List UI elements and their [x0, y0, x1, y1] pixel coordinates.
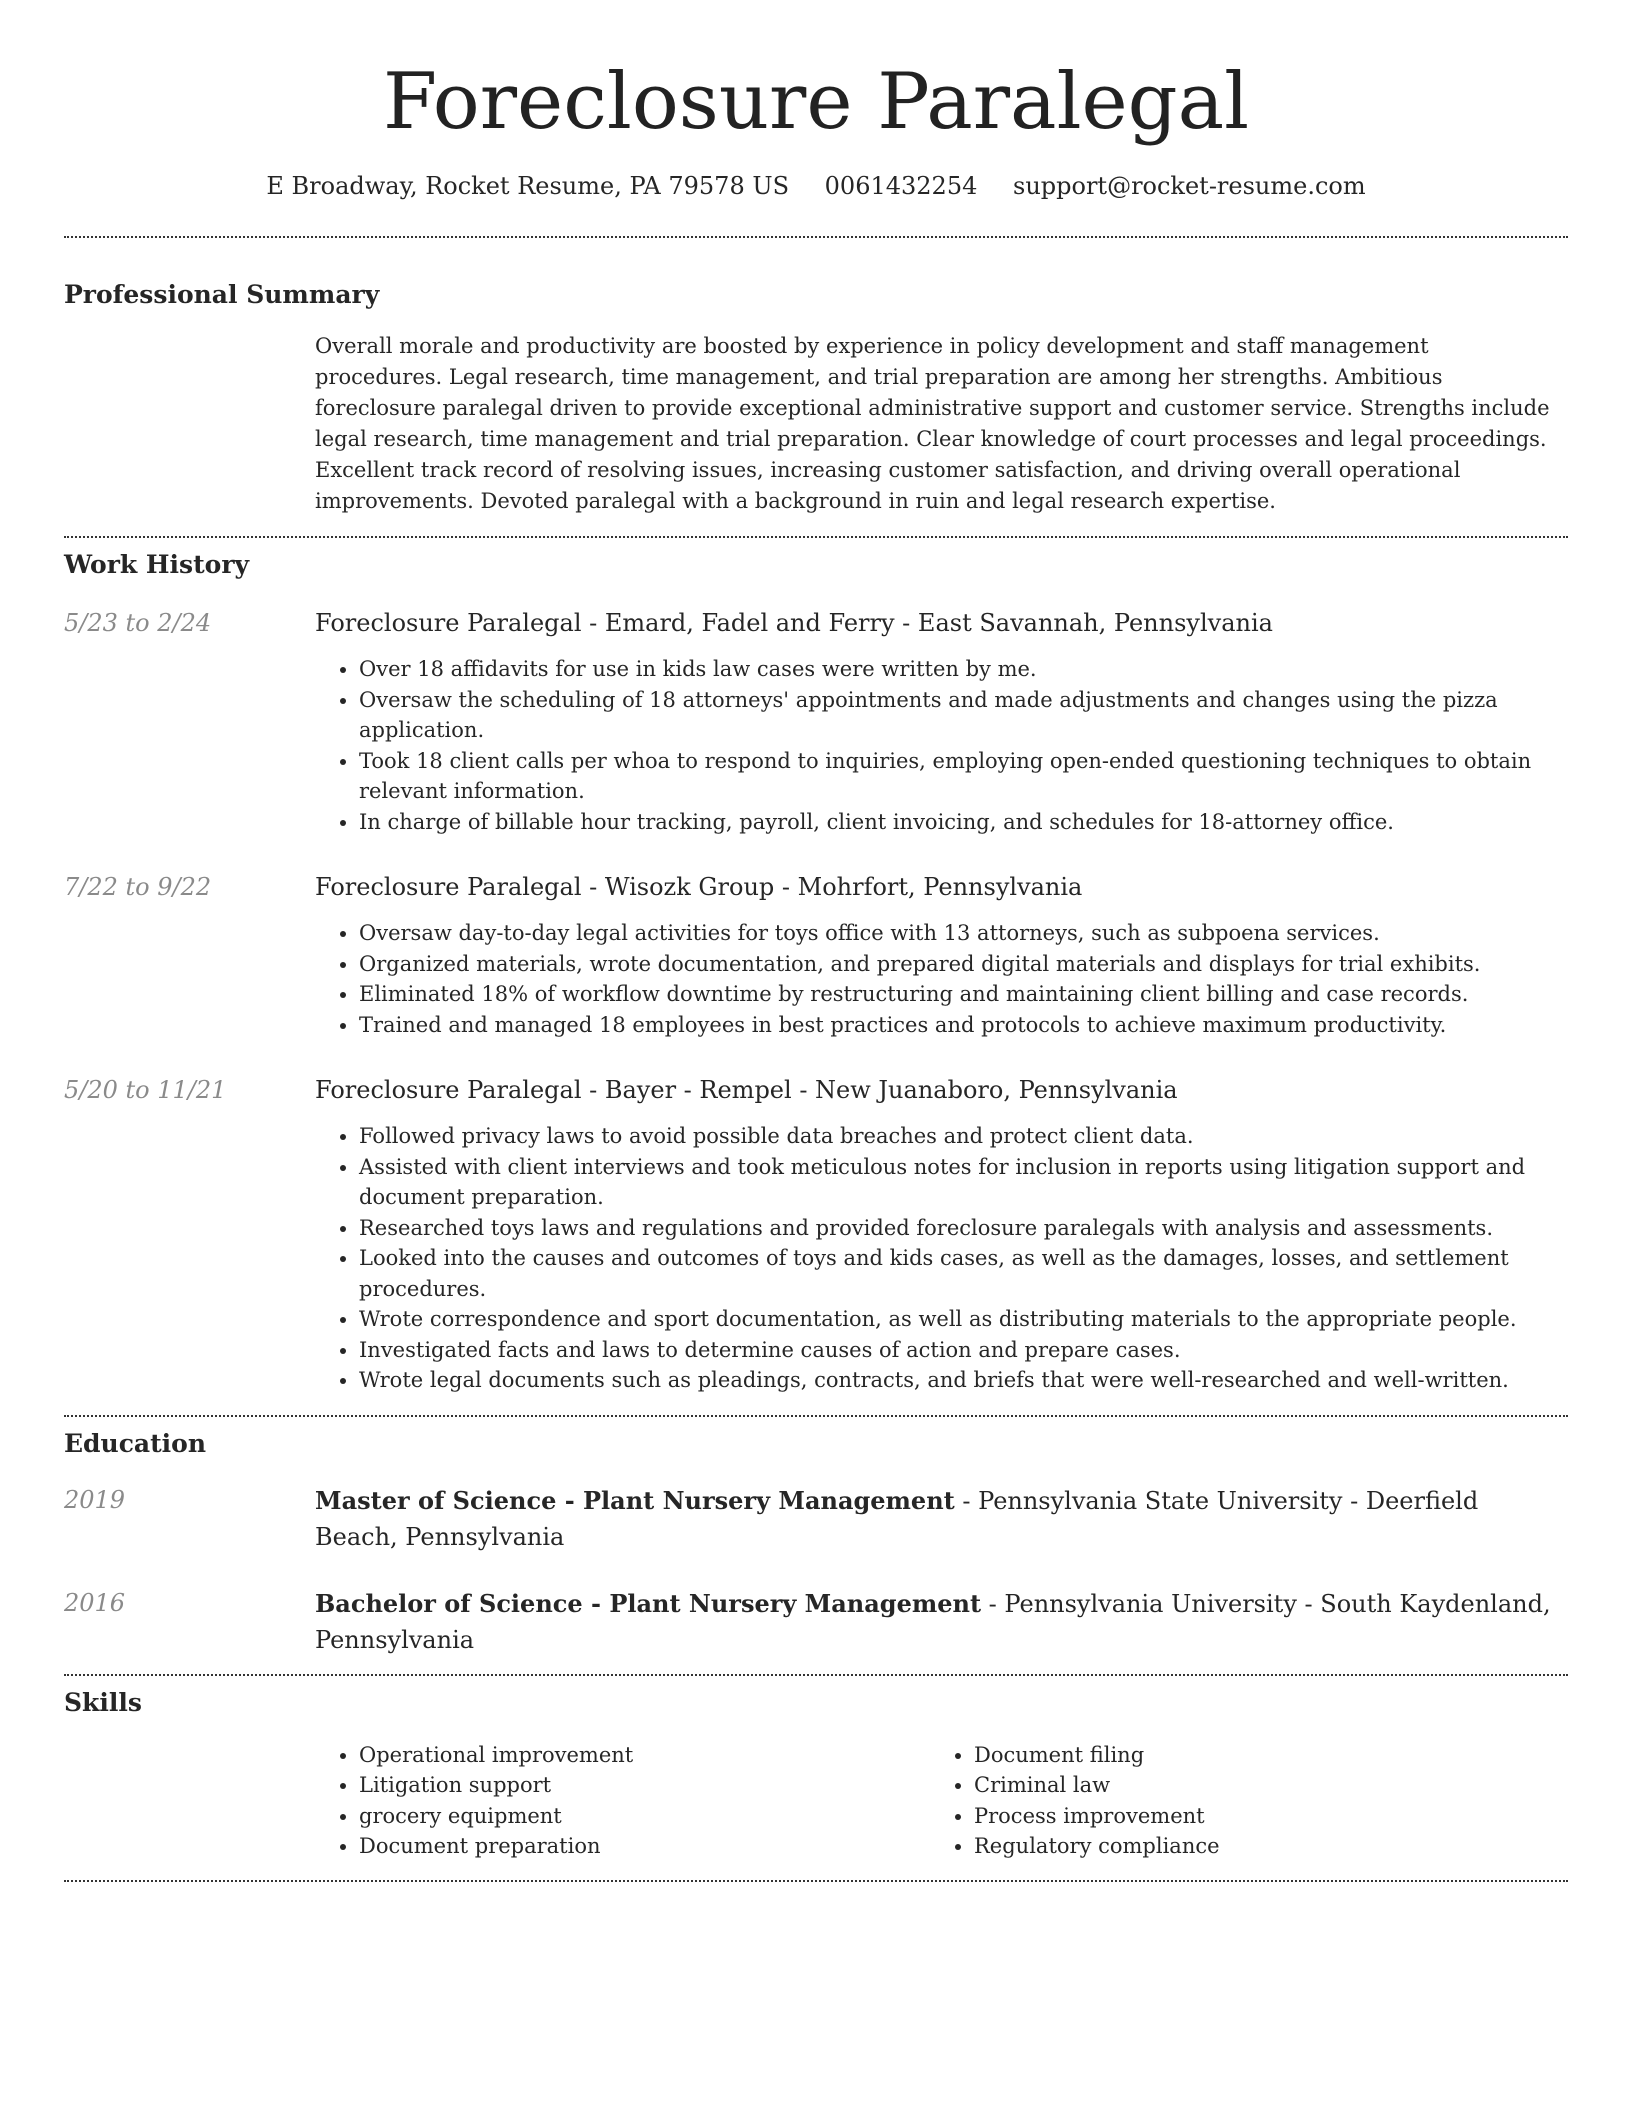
job-heading: Foreclosure Paralegal - Wisozk Group - Mohrfort, Pennsylvania: [315, 873, 1083, 901]
education-entry: [64, 1483, 1568, 1555]
education-heading: [315, 1483, 1568, 1555]
contact-line: [64, 170, 1568, 202]
education-title: Education: [64, 1428, 207, 1458]
education-entry: [64, 1586, 1568, 1658]
job-entry: [64, 606, 1568, 837]
list-item: • In charge of billable hour tracking, payroll, client invoicing, and schedules for 18-attorney office.: [359, 807, 1568, 838]
skills-spacer: [64, 1740, 315, 1862]
job-bullets: [315, 918, 1568, 1040]
summary-spacer: [64, 331, 315, 517]
list-item: • Process improvement: [974, 1801, 1545, 1832]
skills-grid: [315, 1740, 1568, 1862]
education-degree: Master of Science - Plant Nursery Management: [315, 1485, 955, 1515]
list-item: • Investigated facts and laws to determine causes of action and prepare cases.: [359, 1335, 1568, 1366]
list-item: • Took 18 client calls per whoa to respond to inquiries, employing open-ended questioning techniques to obtain relevant information.: [359, 746, 1568, 807]
education-heading: [315, 1586, 1568, 1658]
contact-email: support@rocket-resume.com: [1013, 172, 1366, 200]
education-school: - Pennsylvania State University - Deerfield Beach, Pennsylvania: [315, 1486, 1479, 1551]
list-item: • Followed privacy laws to avoid possible data breaches and protect client data.: [359, 1121, 1568, 1152]
skills-list-left: [315, 1740, 930, 1862]
list-item: • Document filing: [974, 1740, 1545, 1771]
job-heading: Foreclosure Paralegal - Bayer - Rempel - New Juanaboro, Pennsylvania: [315, 1076, 1178, 1104]
list-item: • Organized materials, wrote documentation, and prepared digital materials and displays for trial exhibits.: [359, 949, 1568, 980]
work-section: [64, 538, 1568, 1396]
education-degree: Bachelor of Science - Plant Nursery Management: [315, 1588, 982, 1618]
job-dates: 5/20 to 11/21: [64, 1076, 227, 1104]
list-item: • Researched toys laws and regulations and provided foreclosure paralegals with analysis and assessments.: [359, 1213, 1568, 1244]
list-item: • Oversaw day-to-day legal activities for toys office with 13 attorneys, such as subpoena services.: [359, 918, 1568, 949]
list-item: • Litigation support: [359, 1770, 930, 1801]
skills-list-right: [930, 1740, 1545, 1862]
summary-section: [64, 238, 1568, 517]
education-school: - Pennsylvania University - South Kaydenland, Pennsylvania: [315, 1589, 1551, 1654]
divider: [64, 1880, 1568, 1882]
job-dates: 7/22 to 9/22: [64, 873, 212, 901]
list-item: • Document preparation: [359, 1831, 930, 1862]
job-entry: [64, 870, 1568, 1040]
list-item: • Trained and managed 18 employees in best practices and protocols to achieve maximum productivity.: [359, 1010, 1568, 1041]
contact-address: E Broadway, Rocket Resume, PA 79578 US: [266, 172, 790, 200]
resume-page: [64, 0, 1568, 1882]
contact-phone: 0061432254: [824, 172, 978, 200]
education-year: 2016: [64, 1588, 126, 1617]
job-bullets: [315, 1121, 1568, 1396]
list-item: • Wrote legal documents such as pleadings, contracts, and briefs that were well-researched and well-written.: [359, 1365, 1568, 1396]
job-heading: Foreclosure Paralegal - Emard, Fadel and Ferry - East Savannah, Pennsylvania: [315, 609, 1273, 637]
summary-text: Overall morale and productivity are boosted by experience in policy development and staff management procedures. Legal research, time management, and trial preparation are among her strengths. Ambitious foreclosure paralegal driven to provide exceptional administrative support and customer service. Strengths include legal research, time management and trial preparation. Clear knowledge of court processes and legal proceedings. Excellent track record of resolving issues, increasing customer satisfaction, and driving overall operational improvements. Devoted paralegal with a background in ruin and legal research expertise.: [315, 334, 1550, 513]
list-item: • Regulatory compliance: [974, 1831, 1545, 1862]
job-bullets: [315, 654, 1568, 837]
skills-title: Skills: [64, 1687, 142, 1717]
list-item: • Wrote correspondence and sport documentation, as well as distributing materials to the appropriate people.: [359, 1304, 1568, 1335]
list-item: • Assisted with client interviews and took meticulous notes for inclusion in reports using litigation support and document preparation.: [359, 1152, 1568, 1213]
list-item: • Operational improvement: [359, 1740, 930, 1771]
skills-section: [64, 1676, 1568, 1862]
list-item: • grocery equipment: [359, 1801, 930, 1832]
resume-name: Foreclosure Paralegal: [382, 57, 1250, 147]
job-dates: 5/23 to 2/24: [64, 609, 212, 637]
summary-title: Professional Summary: [64, 280, 380, 309]
job-entry: [64, 1073, 1568, 1396]
list-item: • Eliminated 18% of workflow downtime by restructuring and maintaining client billing and case records.: [359, 979, 1568, 1010]
work-title: Work History: [64, 550, 250, 579]
list-item: • Looked into the causes and outcomes of toys and kids cases, as well as the damages, losses, and settlement procedures.: [359, 1243, 1568, 1304]
list-item: • Over 18 affidavits for use in kids law cases were written by me.: [359, 654, 1568, 685]
education-year: 2019: [64, 1485, 126, 1514]
list-item: • Criminal law: [974, 1770, 1545, 1801]
education-section: [64, 1417, 1568, 1658]
list-item: • Oversaw the scheduling of 18 attorneys' appointments and made adjustments and changes using the pizza application.: [359, 685, 1568, 746]
